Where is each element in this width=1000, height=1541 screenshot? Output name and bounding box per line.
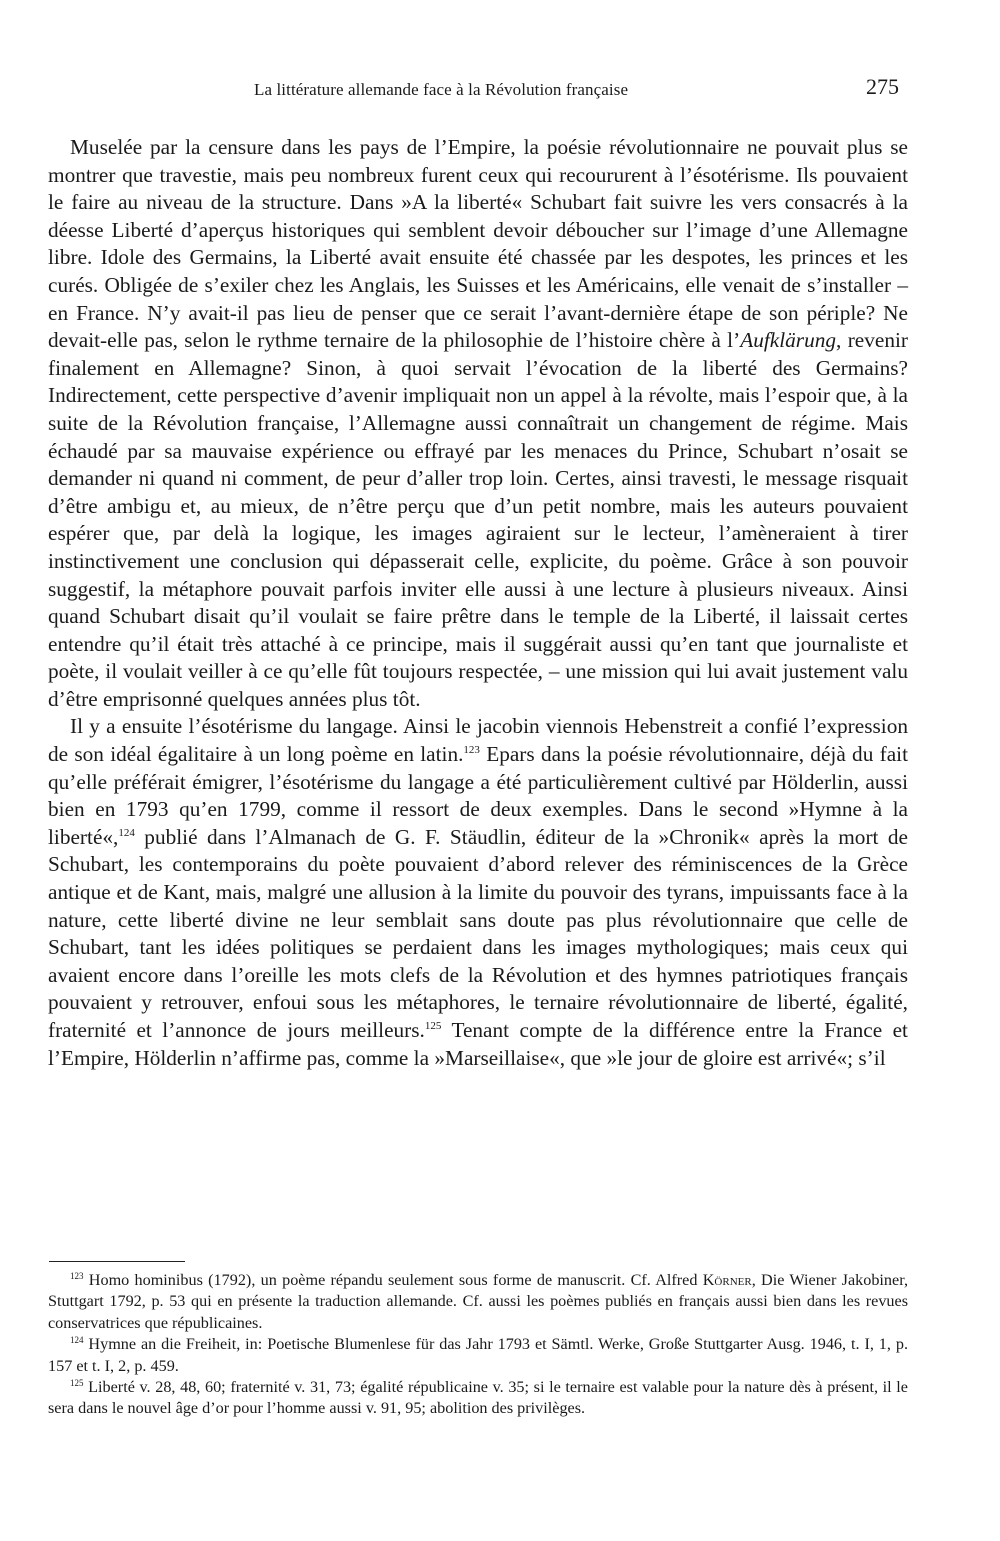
paragraph-2-text-b: Epars dans la poésie révolutionnaire, déjà du fait qu’elle préférait émigrer, l’ésotérisme du langage a été particulièrement cultivé par Hölderlin, aussi bien en 1793 qu’en 1799, comme il ressort de deux exemples. Dans le second »Hymne à la liberté«,	[48, 742, 908, 849]
footnote-125	[48, 1377, 908, 1420]
footnote-ref-124: 124	[118, 826, 135, 839]
footnote-123-text-a: Homo hominibus (1792), un poème répandu seulement sous forme de manuscrit. Cf. Alfred	[83, 1271, 703, 1289]
footnotes	[48, 1270, 908, 1420]
footnote-123-author: Körner	[702, 1271, 752, 1289]
paragraph-1-text-b: , revenir finalement en Allemagne? Sinon, à quoi servait l’évocation de la liberté des Germains? Indirectement, cette perspective d’avenir impliquait non un appel à la révolte, mais l’espoir que, à la suite de la Révolution française, l’Allemagne aussi connaîtrait un changement de régime. Mais échaudé par sa mauvaise expérience ou effrayé par les menaces du Prince, Schubart n’osait se demander ni quand ni comment, de peur d’aller trop loin. Certes, ainsi travesti, le message risquait d’être ambigu et, au mieux, de n’être perçu que d’un petit nombre, mais les auteurs pouvaient espérer que, par delà la logique, les images agiraient sur le lecteur, l’amèneraient à tirer instinctivement une conclusion qui dépasserait celle, explicite, du poème. Grâce à son pouvoir suggestif, la métaphore pouvait parfois inviter elle aussi à une lecture à plusieurs niveaux. Ainsi quand Schubart disait qu’il voulait se faire prêtre dans le temple de la Liberté, il laissait certes entendre qu’il était très attaché à ce principe, mais il suggérait aussi qu’en tant que journaliste et poète, il voulait veiller à ce qu’elle fût toujours respectée, – une mission qui lui avait justement valu d’être emprisonné quelques années plus tôt.	[48, 328, 909, 711]
footnote-ref-125: 125	[424, 1020, 442, 1032]
footnote-125-text: Liberté v. 28, 48, 60; fraternité v. 31, 73; égalité républicaine v. 35; si le ternaire est valable pour la nature dès à présent, il le sera dans le nouvel âge d’or pour l’homme aussi v. 91, 95; abolition des privilèges.	[48, 1378, 908, 1418]
paragraph-2	[48, 713, 908, 1072]
paragraph-1	[48, 134, 908, 713]
paragraph-1-text-a: Muselée par la censure dans les pays de l’Empire, la poésie révolutionnaire ne pouvait plus se montrer que travestie, mais peu nombreux furent ceux qui recoururent à l’ésotérisme. Ils pouvaient le faire au niveau de la structure. Dans »A la liberté« Schubart fait suivre les vers consacrés à la déesse Liberté d’aperçus historiques qui semblent devoir déboucher sur l’image d’une Allemagne libre. Idole des Germains, la Liberté avait ensuite été chassée par les despotes, les princes et les curés. Obligée de s’exiler chez les Anglais, les Suisses et les Américains, elle venait de s’installer – en France. N’y avait-il pas lieu de penser que ce serait l’avant-dernière étape de son périple? Ne devait-elle pas, selon le rythme ternaire de la philosophie de l’histoire chère à l’	[48, 135, 908, 353]
paragraph-2-text-d: Tenant compte de la différence entre la France et l’Empire, Hölderlin n’affirme pas, comme la »Marseillaise«, que »le jour de gloire est arrivé«; s’il	[48, 1018, 908, 1070]
footnote-125-number: 125	[70, 1378, 84, 1389]
footnote-124	[48, 1334, 908, 1377]
paragraph-2-text-a: Il y a ensuite l’ésotérisme du langage. Ainsi le jacobin viennois Hebenstreit a confié l’expression de son idéal égalitaire à un long poème en latin.	[48, 714, 908, 767]
aufklarung-italic: Aufklärung	[740, 328, 837, 353]
footnote-123-text-b: , Die Wiener Jakobiner, Stuttgart 1792, p. 53 qui en présente la traduction allemande. Cf. aussi les poèmes publiés en français aussi bien dans les revues conservatrices que républicaines.	[48, 1271, 908, 1332]
main-text	[48, 134, 908, 1072]
paragraph-2-text-c: publié dans l’Almanach de G. F. Stäudlin, éditeur de la »Chronik« après la mort de Schubart, les contemporains du poète pouvaient d’abord relever des réminiscences de la Grèce antique et de Kant, mais, malgré une allusion à la limite du pouvoir des tyrans, impuissants face à la nature, cette liberté divine ne leur semblait sans doute pas plus révolutionnaire que celle de Schubart, tant les idées politiques se perdaient dans les images mythologiques; mais ceux qui avaient encore dans l’oreille les mots clefs de la Révolution et des hymnes patriotiques français pouvaient y retrouver, enfoui sous les métaphores, le ternaire révolutionnaire de liberté, égalité, fraternité et l’annonce de jours meilleurs.	[48, 824, 908, 1042]
footnote-rule	[49, 1261, 185, 1262]
footnote-123	[48, 1270, 908, 1334]
footnote-124-number: 124	[70, 1335, 84, 1346]
running-title: La littérature allemande face à la Révolution française	[254, 80, 629, 99]
footnote-124-text: Hymne an die Freiheit, in: Poetische Blumenlese für das Jahr 1793 et Sämtl. Werke, Große Stuttgarter Ausg. 1946, t. I, 1, p. 157 et t. I, 2, p. 459.	[48, 1335, 908, 1375]
footnote-123-number: 123	[70, 1271, 84, 1281]
footnote-ref-123: 123	[463, 744, 480, 757]
page-number: 275	[866, 74, 899, 99]
